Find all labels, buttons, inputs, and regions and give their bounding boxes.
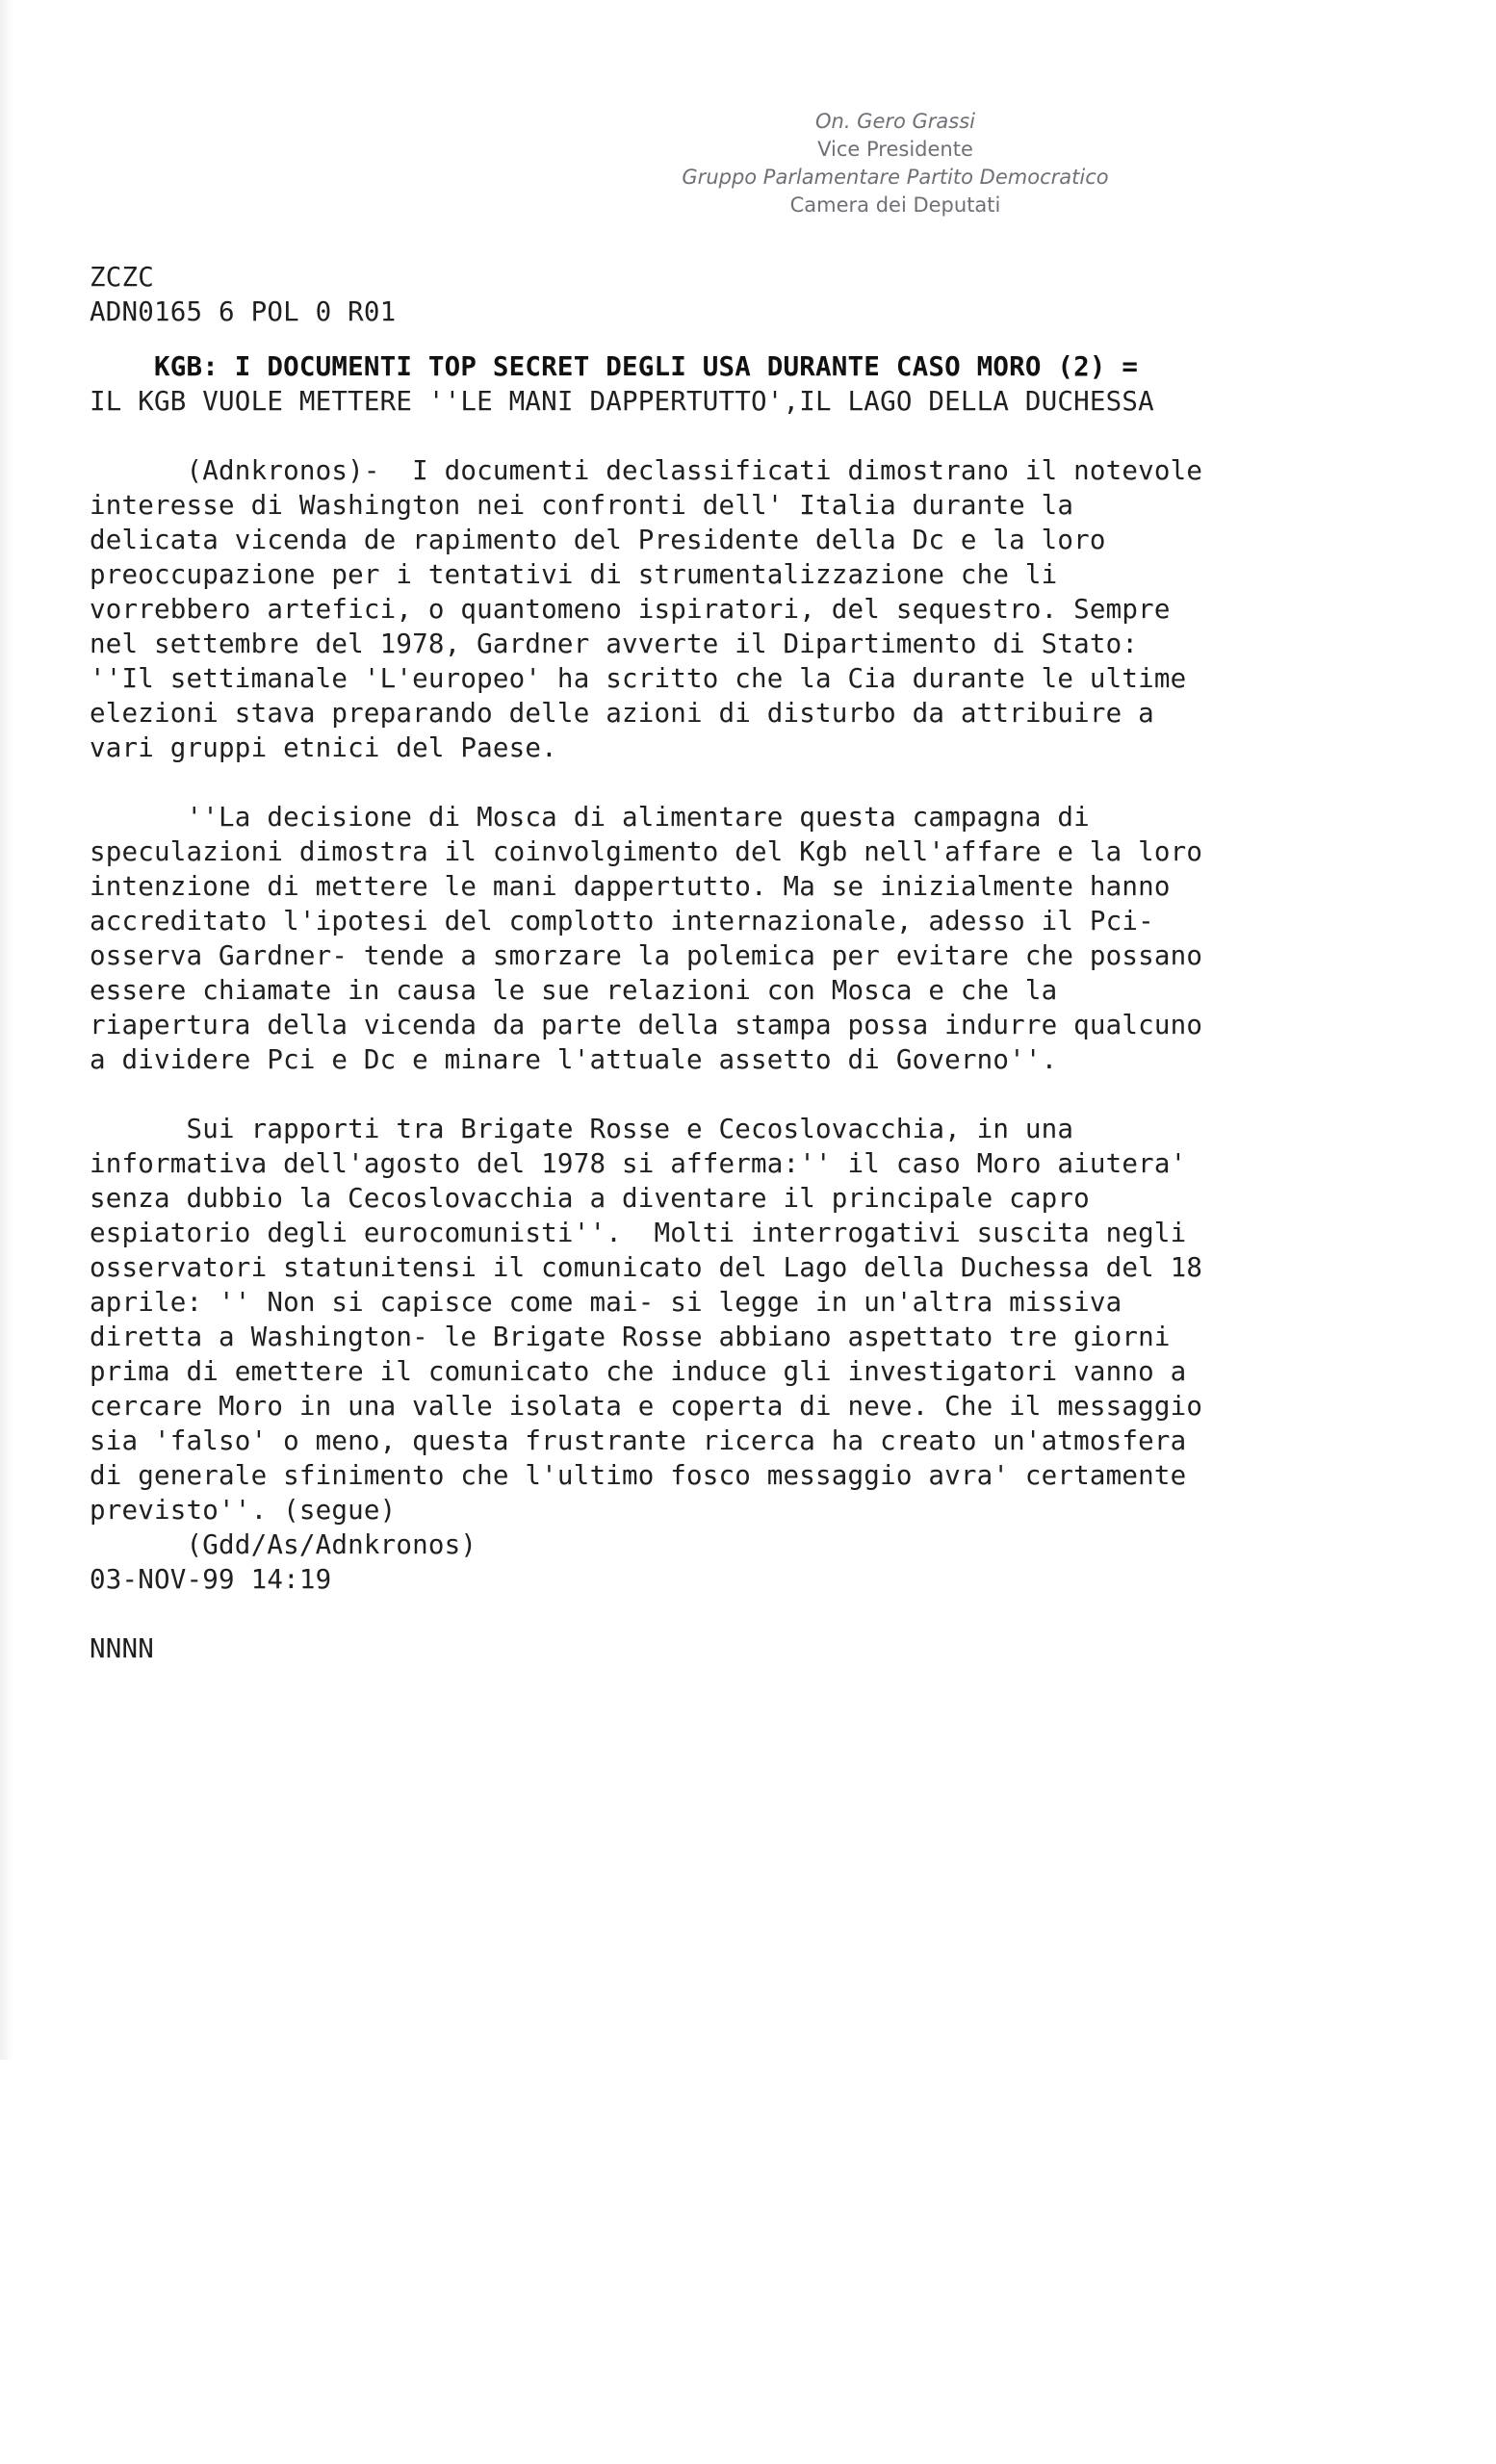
paragraph-line: sia 'falso' o meno, questa frustrante ricerca ha creato un'atmosfera [90, 1425, 1187, 1456]
paragraph-line: speculazioni dimostra il coinvolgimento del Kgb nell'affare e la loro [90, 836, 1203, 867]
header-code-adn: ADN0165 6 POL 0 R01 [90, 296, 397, 327]
header-code-zczc: ZCZC [90, 262, 155, 293]
paragraph-line: prima di emettere il comunicato che induce gli investigatori vanno a [90, 1356, 1187, 1387]
paragraph-line: essere chiamate in causa le sue relazioni con Mosca e che la [90, 975, 1058, 1006]
paragraph-line: accreditato l'ipotesi del complotto internazionale, adesso il Pci- [90, 906, 1154, 937]
headline-subtitle: IL KGB VUOLE METTERE ''LE MANI DAPPERTUTTO',IL LAGO DELLA DUCHESSA [90, 386, 1154, 417]
paragraph-line: ''Il settimanale 'L'europeo' ha scritto che la Cia durante le ultime [90, 663, 1187, 694]
paragraph-line: diretta a Washington- le Brigate Rosse abbiano aspettato tre giorni [90, 1322, 1171, 1352]
paragraph-line: a dividere Pci e Dc e minare l'attuale assetto di Governo''. [90, 1044, 1058, 1075]
paragraph-line: delicata vicenda de rapimento del Presidente della Dc e la loro [90, 525, 1106, 555]
paragraph-line: vorrebbero artefici, o quantomeno ispiratori, del sequestro. Sempre [90, 594, 1171, 625]
paragraph-line: preoccupazione per i tentativi di strumentalizzazione che li [90, 559, 1058, 590]
paragraph-line: aprile: '' Non si capisce come mai- si legge in un'altra missiva [90, 1287, 1122, 1318]
paragraph-line: previsto''. (segue) [90, 1495, 397, 1526]
paragraph-line: interesse di Washington nei confronti dell' Italia durante la [90, 490, 1074, 521]
telex-body [90, 260, 1437, 1666]
paragraph-line: nel settembre del 1978, Gardner avverte il Dipartimento di Stato: [90, 629, 1139, 659]
paragraph-line: Sui rapporti tra Brigate Rosse e Cecoslovacchia, in una [90, 1114, 1074, 1144]
paragraph-1 [90, 453, 1437, 765]
letterhead-group: Gruppo Parlamentare Partito Democratico [682, 166, 1109, 189]
letterhead-chamber: Camera dei Deputati [789, 193, 1001, 217]
paragraph-line: informativa dell'agosto del 1978 si afferma:'' il caso Moro aiutera' [90, 1148, 1187, 1179]
paragraph-line: vari gruppi etnici del Paese. [90, 732, 557, 763]
paragraph-line: senza dubbio la Cecoslovacchia a diventare il principale capro [90, 1183, 1090, 1214]
footer-credit: (Gdd/As/Adnkronos) [90, 1529, 477, 1560]
paragraph-line: ''La decisione di Mosca di alimentare questa campagna di [90, 802, 1090, 833]
paragraph-line: osservatori statunitensi il comunicato del Lago della Duchessa del 18 [90, 1252, 1203, 1283]
letterhead-role: Vice Presidente [817, 138, 973, 161]
paragraph-line: di generale sfinimento che l'ultimo fosco messaggio avra' certamente [90, 1460, 1187, 1491]
letterhead-name: On. Gero Grassi [814, 110, 976, 133]
paragraph-line: cercare Moro in una valle isolata e coperta di neve. Che il messaggio [90, 1391, 1203, 1422]
headline-title: KGB: I DOCUMENTI TOP SECRET DEGLI USA DURANTE CASO MORO (2) = [90, 351, 1139, 382]
scan-edge-shadow [0, 0, 13, 2060]
letterhead-stamp [626, 108, 1165, 219]
paragraph-line: elezioni stava preparando delle azioni di disturbo da attribuire a [90, 698, 1154, 729]
footer-timestamp: 03-NOV-99 14:19 [90, 1564, 332, 1595]
paragraph-line: (Adnkronos)- I documenti declassificati dimostrano il notevole [90, 455, 1203, 486]
paragraph-line: osserva Gardner- tende a smorzare la polemica per evitare che possano [90, 940, 1203, 971]
paragraph-3 [90, 1112, 1437, 1527]
paragraph-line: espiatorio degli eurocomunisti''. Molti interrogativi suscita negli [90, 1218, 1187, 1248]
paragraph-line: intenzione di mettere le mani dappertutto. Ma se inizialmente hanno [90, 871, 1171, 902]
paragraph-line: riapertura della vicenda da parte della stampa possa indurre qualcuno [90, 1010, 1203, 1040]
paragraph-2 [90, 800, 1437, 1077]
footer-end-marker: NNNN [90, 1633, 155, 1664]
